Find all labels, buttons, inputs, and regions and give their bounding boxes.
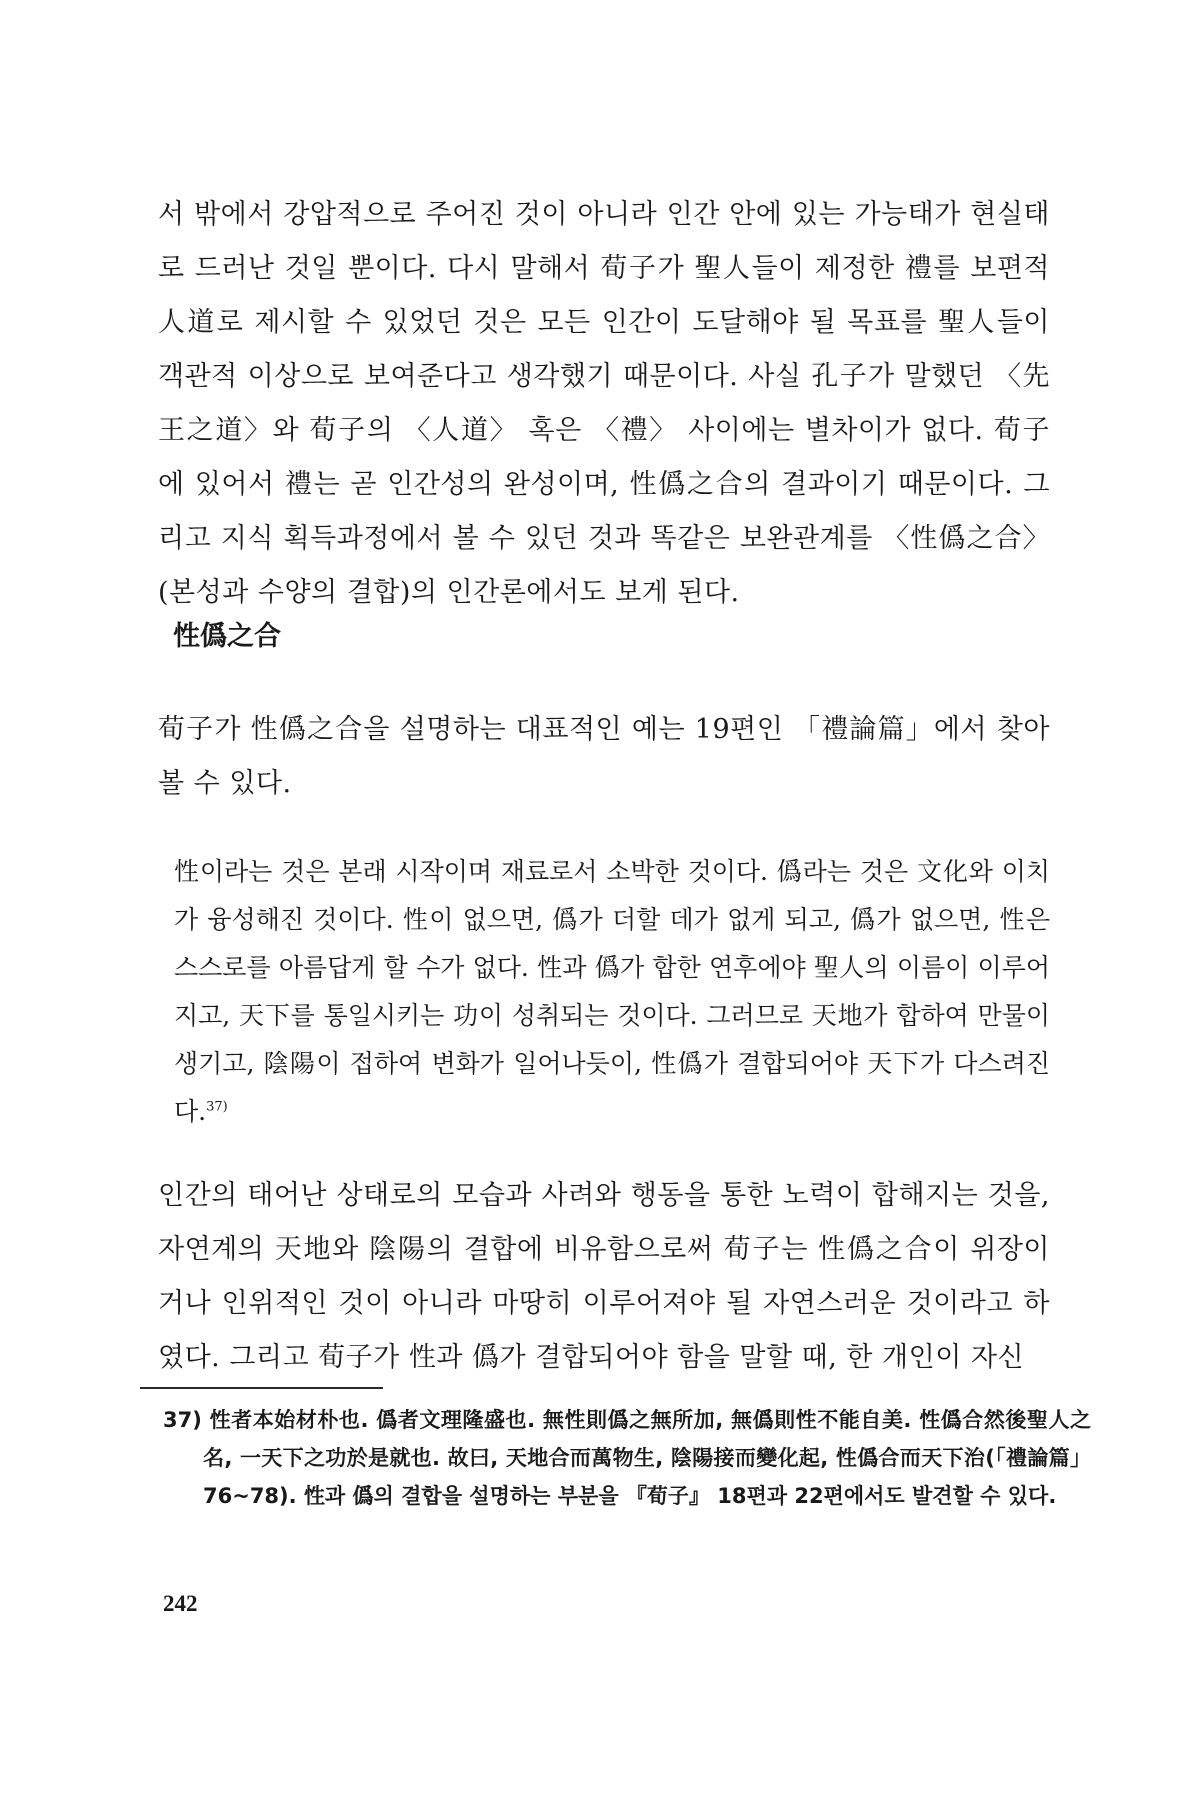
body-paragraph: 서 밖에서 강압적으로 주어진 것이 아니라 인간 안에 있는 가능태가 현실태로 드러난 것일 뿐이다. 다시 말해서 荀子가 聖人들이 제정한 禮를 보편적 人道로 제시할 수 있었던 것은 모든 인간이 도달해야 될 목표를 聖人들이 객관적 이상으로 보여준다고 생각했기 때문이다. 사실 孔子가 말했던 〈先王之道〉와 荀子의 〈人道〉 혹은 〈禮〉 사이에는 별차이가 없다. 荀子에 있어서 禮는 곧 인간성의 완성이며, 性僞之合의 결과이기 때문이다. 그리고 지식 획득과정에서 볼 수 있던 것과 똑같은 보완관계를 〈性僞之合〉(본성과 수양의 결합)의 인간론에서도 보게 된다. bbox=[158, 199, 1050, 608]
body-paragraph: 荀子가 性僞之合을 설명하는 대표적인 예는 19편인 「禮論篇」에서 찾아볼 수 있다. bbox=[158, 714, 1050, 799]
quote-text: 性이라는 것은 본래 시작이며 재료로서 소박한 것이다. 僞라는 것은 文化와 이치가 융성해진 것이다. 性이 없으면, 僞가 더할 데가 없게 되고, 僞가 없으면, 性은 스스로를 아름답게 할 수가 없다. 性과 僞가 합한 연후에야 聖人의 이름이 이루어지고, 天下를 통일시키는 功이 성취되는 것이다. 그러므로 天地가 합하여 만물이 생기고, 陰陽이 접하여 변화가 일어나듯이, 性僞가 결합되어야 天下가 다스려진다. bbox=[174, 857, 1050, 1126]
footnote-reference: 37) bbox=[206, 1099, 228, 1115]
footnote: 37) 性者本始材朴也. 僞者文理隆盛也. 無性則僞之無所加, 無僞則性不能自美. 性僞合然後聖人之名, 一天下之功於是就也. 故曰, 天地合而萬物生, 陰陽接而變化起, 性僞合而天下治(「禮論篇」 76~78). 性과 僞의 결합을 설명하는 부분을 『荀子』 18편과 22편에서도 발견할 수 있다. bbox=[163, 1408, 1091, 1508]
block-quote bbox=[174, 848, 1050, 1136]
section-heading: 性僞之合 bbox=[173, 621, 281, 652]
footnote-divider bbox=[140, 1387, 383, 1389]
body-paragraph: 인간의 태어난 상태로의 모습과 사려와 행동을 통한 노력이 합해지는 것을, 자연계의 天地와 陰陽의 결합에 비유함으로써 荀子는 性僞之合이 위장이거나 인위적인 것이 아니라 마땅히 이루어져야 될 자연스러운 것이라고 하였다. 그리고 荀子가 性과 僞가 결합되어야 함을 말할 때, 한 개인이 자신 bbox=[158, 1180, 1050, 1373]
page-number: 242 bbox=[163, 1591, 198, 1616]
